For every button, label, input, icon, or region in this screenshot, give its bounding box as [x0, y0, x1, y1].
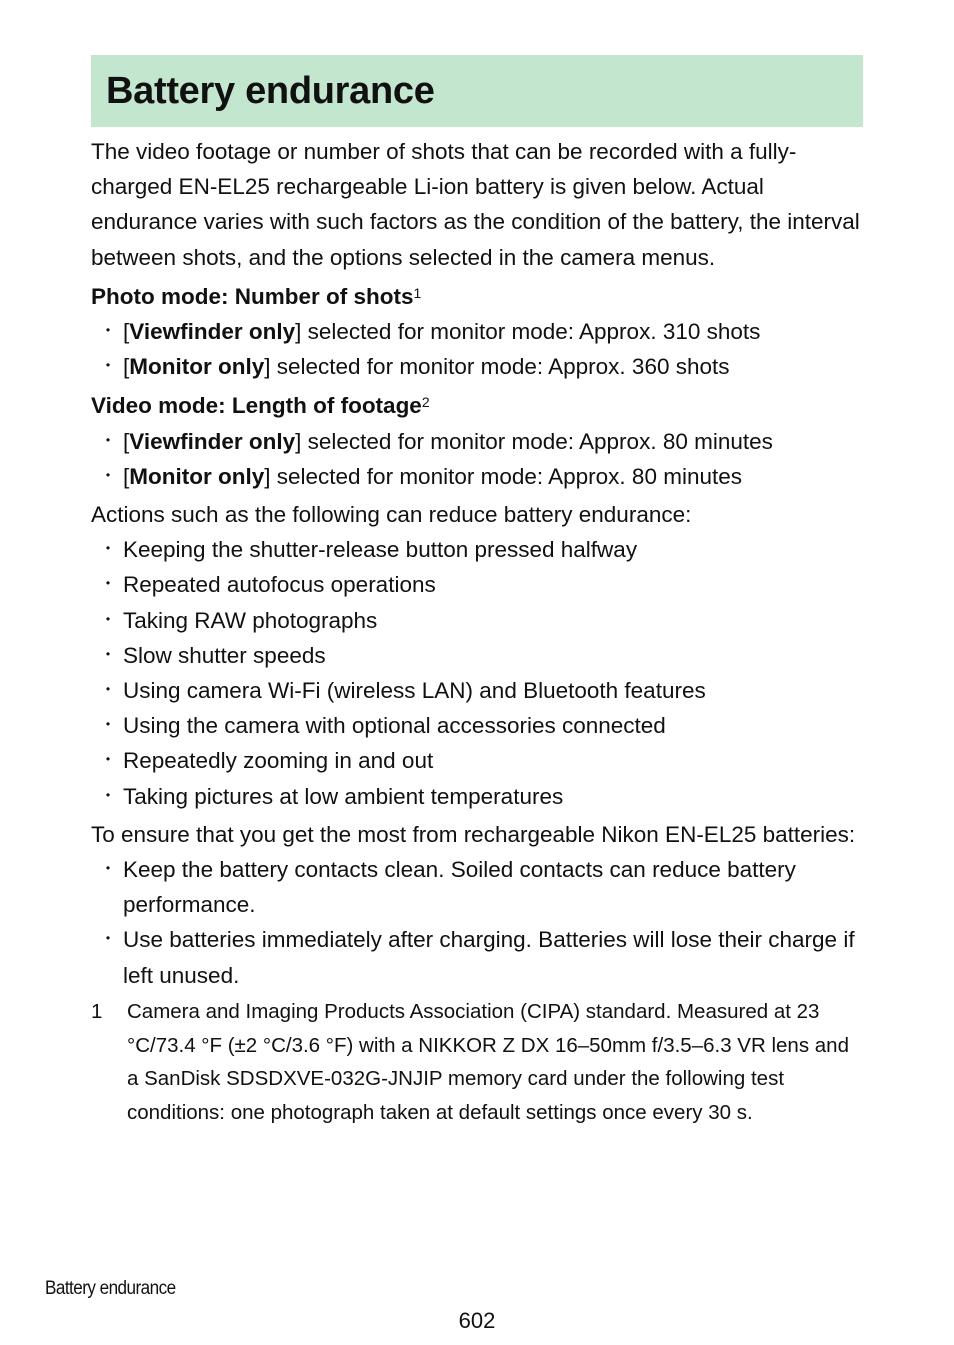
actions-intro: Actions such as the following can reduce battery endurance: — [91, 502, 692, 528]
list-item: ・ Keep the battery contacts clean. Soiled contacts can reduce battery performance. — [91, 852, 863, 922]
list-item: ・ Taking RAW photographs — [91, 603, 863, 638]
footer-section-label: Battery endurance — [45, 1278, 176, 1299]
list-item: ・ [Viewfinder only] selected for monitor mode: Approx. 80 minutes — [91, 424, 863, 459]
footnote-text: Camera and Imaging Products Association (CIPA) standard. Measured at 23 °C/73.4 °F (±2 °C/3.6 °F) with a NIKKOR Z DX 16–50mm f/3.5–6.3 VR lens and a SanDisk SDSDXVE-032G-JNJIP memory card under the following test conditions: one photograph taken at default settings once every 30 s. — [127, 999, 849, 1125]
page-title: Battery endurance — [106, 69, 435, 112]
list-item: ・ Taking pictures at low ambient temperatures — [91, 779, 863, 814]
list-item: ・ [Viewfinder only] selected for monitor mode: Approx. 310 shots — [91, 314, 863, 349]
bullet: ・ — [99, 539, 117, 560]
bullet: ・ — [99, 929, 117, 950]
list-item: ・ Repeatedly zooming in and out — [91, 743, 863, 778]
actions-list — [91, 532, 863, 814]
list-item: ・ Using camera Wi-Fi (wireless LAN) and Bluetooth features — [91, 673, 863, 708]
title-bar — [91, 55, 863, 127]
bullet: ・ — [99, 859, 117, 880]
bullet: ・ — [99, 785, 117, 806]
footnote — [91, 995, 863, 1130]
video-mode-heading: Video mode: Length of footage$^2$ — [91, 393, 430, 419]
bullet: ・ — [99, 750, 117, 771]
footnote-number: 1 — [91, 999, 103, 1023]
bullet: ・ — [99, 609, 117, 630]
content — [91, 134, 863, 1130]
list-item: ・ Slow shutter speeds — [91, 638, 863, 673]
list-item: ・ [Monitor only] selected for monitor mode: Approx. 80 minutes — [91, 459, 863, 494]
tips-list — [91, 852, 863, 993]
footnote-ref: 2 — [421, 394, 430, 411]
bullet: ・ — [99, 465, 117, 486]
photo-mode-heading: Photo mode: Number of shots$^1$ — [91, 283, 422, 309]
photo-mode-list — [91, 314, 863, 384]
list-item: ・ Keeping the shutter-release button pressed halfway — [91, 532, 863, 567]
video-mode-list — [91, 424, 863, 494]
bullet: ・ — [99, 715, 117, 736]
list-item: ・ Use batteries immediately after charging. Batteries will lose their charge if left unused. — [91, 922, 863, 992]
bullet: ・ — [99, 321, 117, 342]
tips-intro: To ensure that you get the most from rechargeable Nikon EN-EL25 batteries: — [91, 821, 856, 847]
bullet: ・ — [99, 680, 117, 701]
intro-paragraph: The video footage or number of shots that can be recorded with a fully-charged EN-EL25 rechargeable Li-ion battery is given below. Actual endurance varies with such factors as the condition of the battery, the interval between shots, and the options selected in the camera menus. — [91, 139, 860, 270]
bullet: ・ — [99, 430, 117, 451]
bullet: ・ — [99, 356, 117, 377]
bullet: ・ — [99, 644, 117, 665]
list-item: ・ Repeated autofocus operations — [91, 567, 863, 602]
list-item: ・ Using the camera with optional accessories connected — [91, 708, 863, 743]
page-number: 602 — [458, 1308, 496, 1333]
bullet: ・ — [99, 574, 117, 595]
list-item: ・ [Monitor only] selected for monitor mode: Approx. 360 shots — [91, 349, 863, 384]
footnote-ref: 1 — [413, 284, 422, 301]
